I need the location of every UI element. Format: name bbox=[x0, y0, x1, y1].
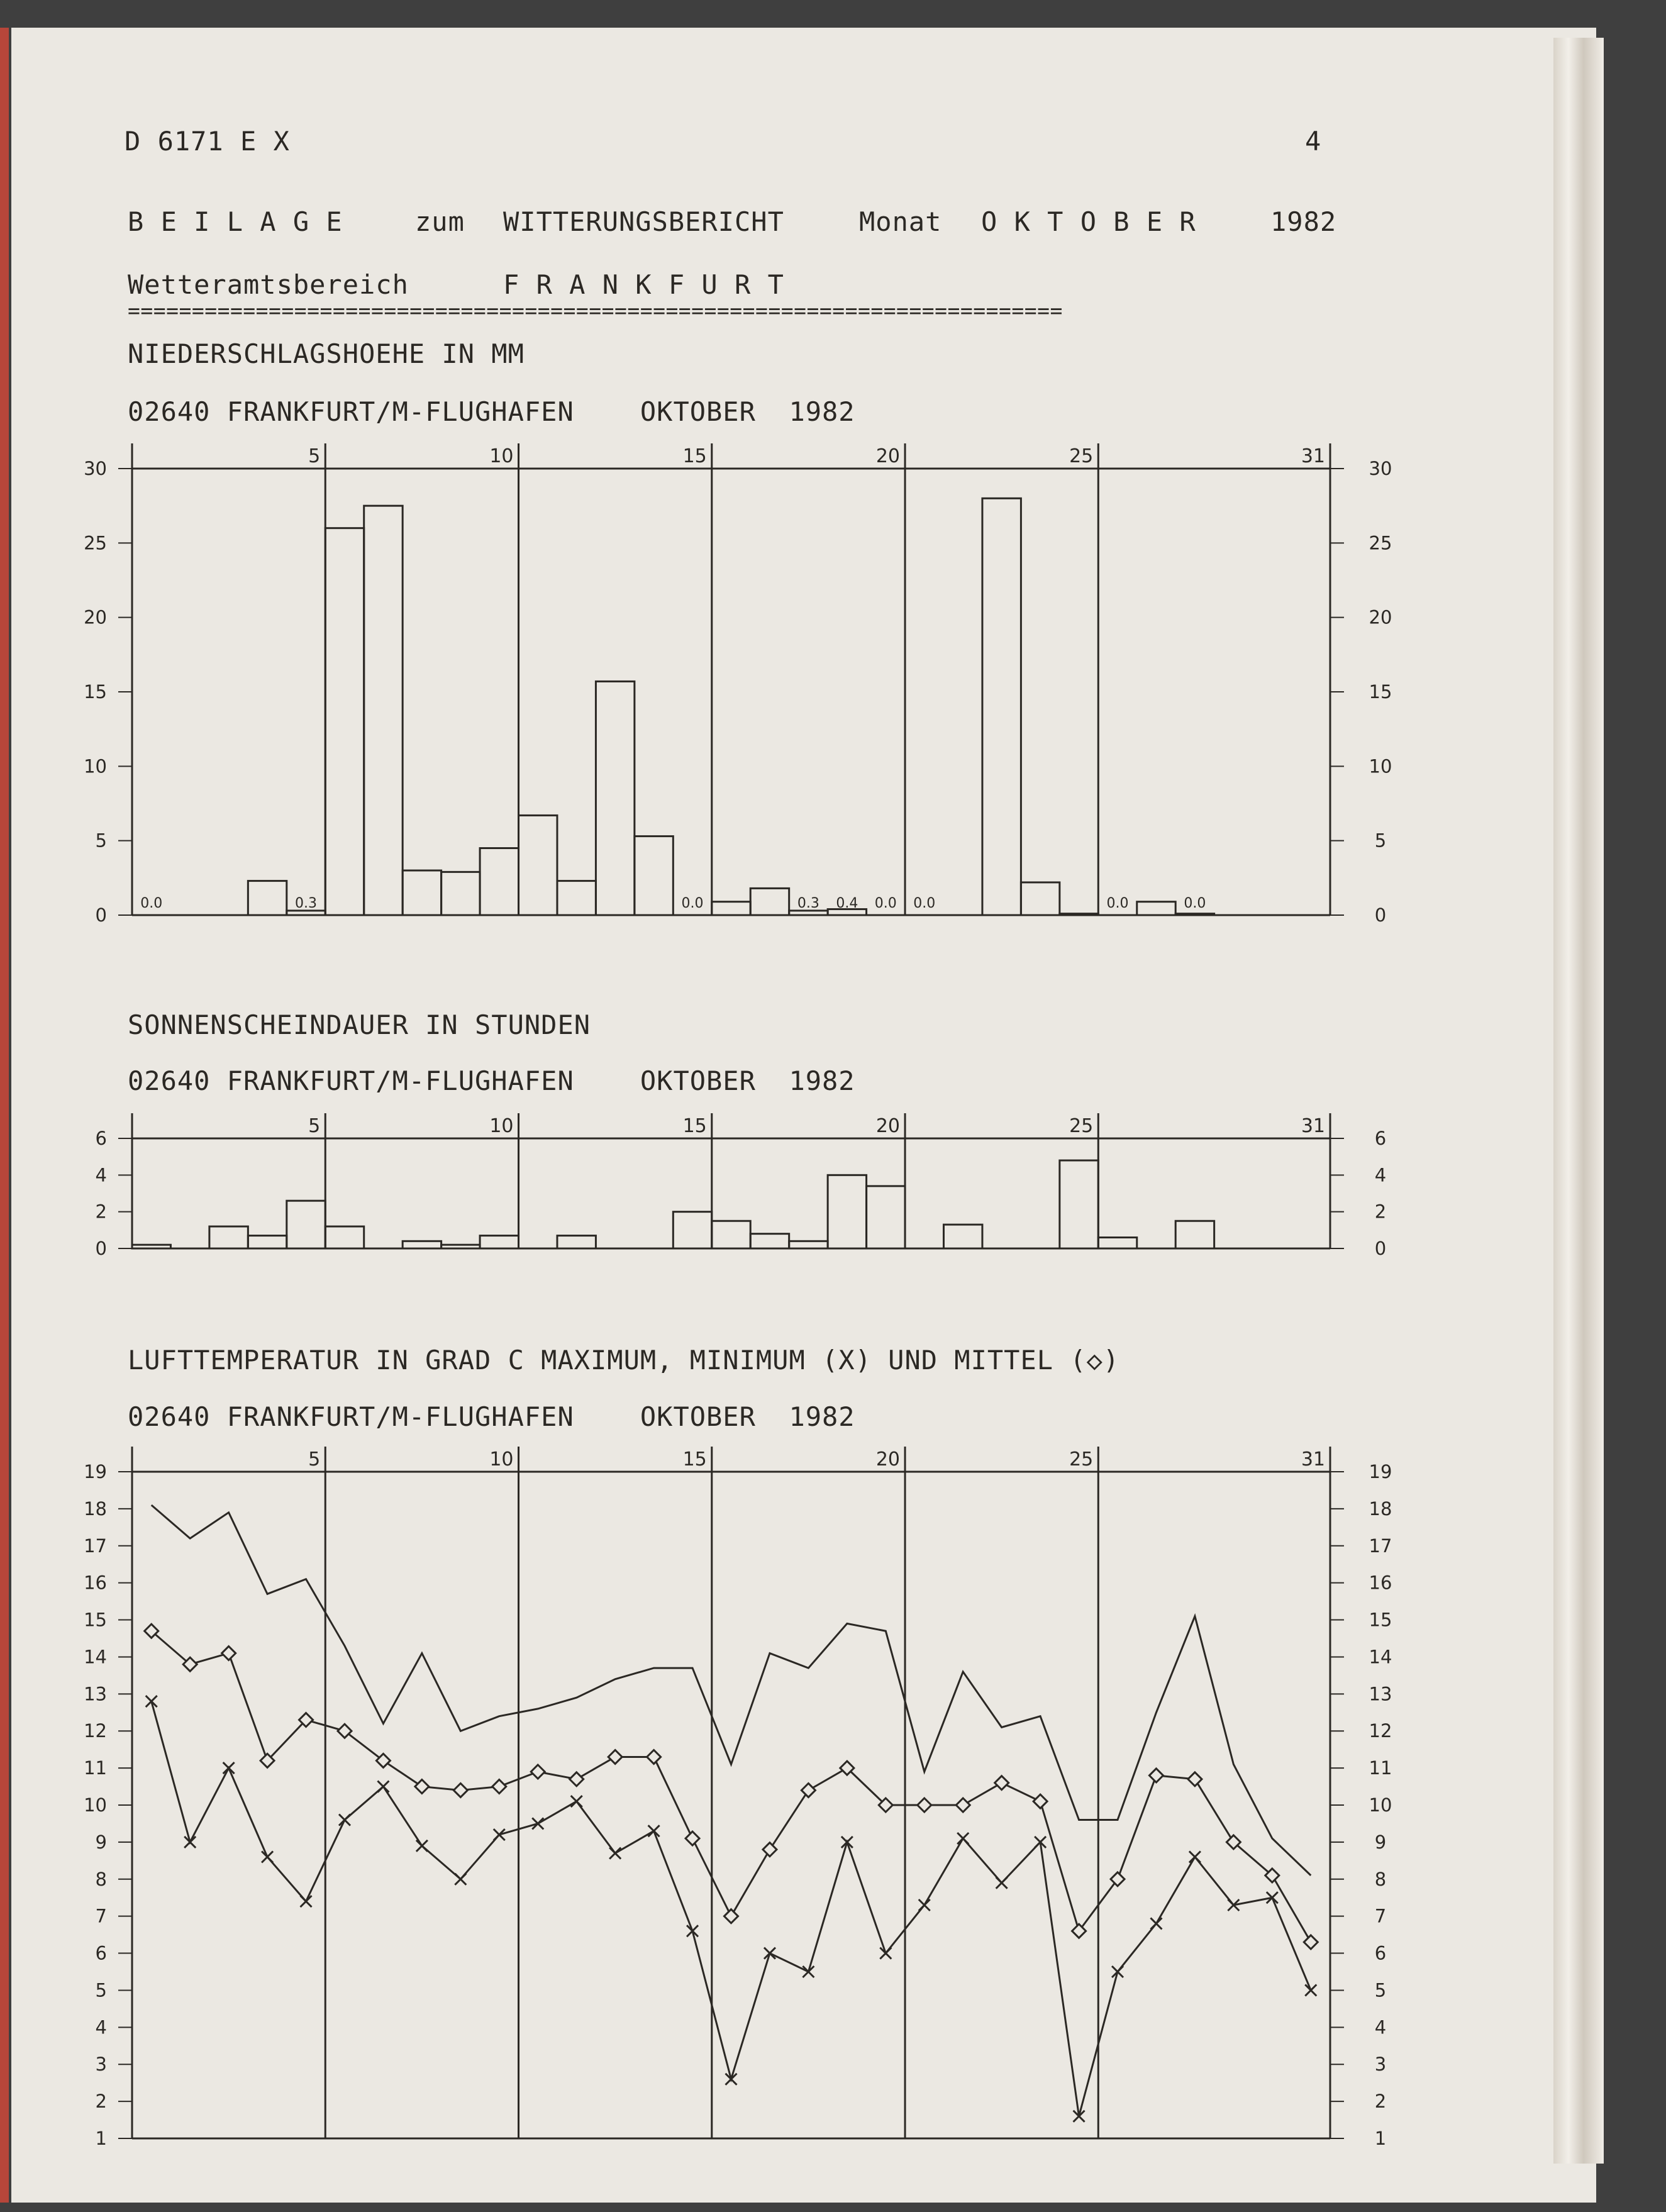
temp-mittel-diamond-marker bbox=[763, 1843, 777, 1857]
temp-minimum-x-marker bbox=[494, 1829, 505, 1840]
month-name: O K T O B E R bbox=[981, 206, 1196, 237]
temp-day-label: 5 bbox=[308, 1448, 321, 1470]
temp-minimum-x-marker bbox=[841, 1837, 853, 1848]
precip-bar bbox=[750, 888, 789, 915]
temp-ytick-left: 3 bbox=[95, 2054, 107, 2076]
temp-ytick-right: 12 bbox=[1369, 1720, 1392, 1742]
temp-mittel-diamond-marker bbox=[492, 1780, 506, 1794]
temp-minimum-x-marker bbox=[532, 1818, 543, 1829]
precip-ytick-right: 10 bbox=[1369, 755, 1392, 777]
temp-ytick-right: 8 bbox=[1374, 1868, 1387, 1890]
precip-bar bbox=[403, 870, 441, 915]
month-label: Monat bbox=[859, 206, 942, 237]
precip-bar bbox=[325, 528, 364, 915]
sun-bar bbox=[403, 1241, 441, 1248]
sun-bar bbox=[132, 1245, 170, 1248]
temp-ytick-right: 6 bbox=[1374, 1942, 1387, 1964]
temp-ytick-right: 18 bbox=[1369, 1498, 1392, 1520]
temp-ytick-right: 17 bbox=[1369, 1535, 1392, 1557]
temp-mittel-diamond-marker bbox=[1111, 1872, 1125, 1886]
sun-day-label: 5 bbox=[308, 1115, 321, 1137]
sun-bar bbox=[1060, 1160, 1098, 1248]
temp-ytick-right: 15 bbox=[1369, 1609, 1392, 1631]
temp-minimum-x-marker bbox=[919, 1899, 930, 1911]
beilage-label: B E I L A G E bbox=[128, 206, 343, 237]
temp-ytick-right: 16 bbox=[1369, 1572, 1392, 1594]
sun-ytick-right: 6 bbox=[1374, 1128, 1387, 1149]
temp-ytick-left: 14 bbox=[84, 1646, 107, 1668]
temp-minimum-x-marker bbox=[301, 1896, 312, 1907]
precip-ytick-left: 15 bbox=[84, 681, 107, 703]
zum-label: zum bbox=[415, 206, 465, 237]
precip-bar bbox=[712, 902, 750, 915]
precip-ytick-right: 15 bbox=[1369, 681, 1392, 703]
precip-bar bbox=[635, 836, 673, 915]
temp-minimum-x-marker bbox=[1189, 1851, 1201, 1862]
document-code: D 6171 E X bbox=[125, 126, 290, 157]
precip-bar bbox=[519, 815, 557, 915]
sun-bar bbox=[325, 1226, 364, 1248]
temp-ytick-right: 13 bbox=[1369, 1683, 1392, 1705]
precip-bar bbox=[1060, 914, 1098, 915]
precip-bar bbox=[982, 498, 1021, 915]
temp-ytick-right: 2 bbox=[1374, 2091, 1387, 2113]
region-name: F R A N K F U R T bbox=[503, 269, 784, 300]
sun-ytick-left: 6 bbox=[95, 1128, 107, 1149]
year: 1982 bbox=[1270, 206, 1337, 237]
sun-bar bbox=[750, 1234, 789, 1248]
temp-minimum-x-marker bbox=[339, 1815, 350, 1826]
region-label: Wetteramtsbereich bbox=[128, 269, 409, 300]
sun-ytick-right: 4 bbox=[1374, 1164, 1387, 1186]
temp-mittel-diamond-marker bbox=[647, 1750, 661, 1764]
temp-mittel-diamond-marker bbox=[995, 1776, 1009, 1790]
precip-value-label: 0.0 bbox=[681, 896, 704, 911]
precip-bar bbox=[596, 681, 634, 915]
temp-mittel-diamond-marker bbox=[570, 1772, 584, 1786]
sun-bar bbox=[828, 1175, 866, 1248]
temp-ytick-left: 2 bbox=[95, 2091, 107, 2113]
sun-ytick-right: 2 bbox=[1374, 1201, 1387, 1223]
precip-day-label: 5 bbox=[308, 445, 321, 467]
temp-minimum-x-marker bbox=[957, 1833, 969, 1844]
sun-ytick-right: 0 bbox=[1374, 1238, 1387, 1259]
sun-day-label: 15 bbox=[682, 1115, 707, 1137]
precip-title: NIEDERSCHLAGSHOEHE IN MM bbox=[128, 338, 525, 369]
temp-minimum-x-marker bbox=[455, 1874, 466, 1885]
precip-bar bbox=[1021, 882, 1059, 915]
temp-ytick-left: 7 bbox=[95, 1905, 107, 1927]
sun-bar bbox=[673, 1212, 711, 1248]
precip-day-label: 10 bbox=[489, 445, 514, 467]
page-number: 4 bbox=[1305, 126, 1322, 157]
precip-ytick-right: 5 bbox=[1374, 830, 1387, 852]
temp-mittel-diamond-marker bbox=[415, 1780, 429, 1794]
temp-ytick-left: 16 bbox=[84, 1572, 107, 1594]
sun-ytick-left: 4 bbox=[95, 1164, 107, 1186]
separator-rule: ========================================================================= bbox=[128, 298, 1063, 323]
precip-day-label: 15 bbox=[682, 445, 707, 467]
precip-value-label: 0.0 bbox=[874, 896, 897, 911]
temp-ytick-right: 1 bbox=[1374, 2128, 1387, 2149]
temp-mittel-diamond-marker bbox=[1149, 1769, 1163, 1782]
temp-minimum-x-marker bbox=[571, 1796, 582, 1807]
precip-ytick-left: 30 bbox=[84, 458, 107, 479]
temp-ytick-left: 6 bbox=[95, 1942, 107, 1964]
precip-ytick-left: 10 bbox=[84, 755, 107, 777]
sun-bar bbox=[480, 1236, 518, 1248]
precip-value-label: 0.4 bbox=[836, 896, 858, 911]
temp-day-label: 10 bbox=[489, 1448, 514, 1470]
precip-day-label: 31 bbox=[1301, 445, 1325, 467]
temp-ytick-right: 10 bbox=[1369, 1794, 1392, 1816]
sun-bar bbox=[712, 1221, 750, 1248]
precip-value-label: 0.3 bbox=[295, 896, 318, 911]
temp-minimum-x-marker bbox=[764, 1948, 775, 1959]
temp-minimum-x-marker bbox=[802, 1966, 814, 1977]
temp-minimum-x-marker bbox=[609, 1848, 621, 1859]
temp-day-label: 31 bbox=[1301, 1448, 1325, 1470]
precip-ytick-right: 30 bbox=[1369, 458, 1392, 479]
temp-ytick-right: 19 bbox=[1369, 1461, 1392, 1482]
sun-bar bbox=[287, 1201, 325, 1248]
precip-bar bbox=[248, 881, 286, 915]
temp-minimum-x-marker bbox=[184, 1837, 196, 1848]
precip-ytick-left: 5 bbox=[95, 830, 107, 852]
precip-ytick-left: 20 bbox=[84, 606, 107, 628]
sun-ytick-left: 2 bbox=[95, 1201, 107, 1223]
sun-bar bbox=[441, 1245, 480, 1248]
precip-ytick-right: 25 bbox=[1369, 532, 1392, 554]
precip-bar bbox=[1137, 902, 1175, 915]
temp-ytick-right: 7 bbox=[1374, 1905, 1387, 1927]
temp-minimum-x-marker bbox=[416, 1840, 428, 1852]
temp-ytick-left: 17 bbox=[84, 1535, 107, 1557]
temp-mittel-diamond-marker bbox=[956, 1798, 970, 1812]
temp-ytick-left: 13 bbox=[84, 1683, 107, 1705]
precip-ytick-right: 0 bbox=[1374, 904, 1387, 926]
temp-minimum-x-marker bbox=[996, 1877, 1008, 1889]
sun-bar bbox=[789, 1241, 828, 1248]
temp-ytick-left: 12 bbox=[84, 1720, 107, 1742]
temp-mittel-diamond-marker bbox=[918, 1798, 931, 1812]
temp-station: 02640 FRANKFURT/M-FLUGHAFEN OKTOBER 1982 bbox=[128, 1401, 855, 1432]
temp-minimum-x-marker bbox=[648, 1825, 660, 1837]
temp-ytick-left: 19 bbox=[84, 1461, 107, 1482]
sun-day-label: 25 bbox=[1069, 1115, 1094, 1137]
temp-minimum-x-marker bbox=[1112, 1966, 1123, 1977]
temp-mittel-diamond-marker bbox=[531, 1765, 545, 1779]
precip-value-label: 0.3 bbox=[797, 896, 819, 911]
temp-ytick-left: 1 bbox=[95, 2128, 107, 2149]
sun-bar bbox=[943, 1225, 982, 1248]
precip-day-label: 25 bbox=[1069, 445, 1094, 467]
temp-minimum-x-marker bbox=[687, 1925, 698, 1937]
sun-bar bbox=[1098, 1238, 1136, 1249]
temp-mittel-diamond-marker bbox=[686, 1831, 699, 1845]
temp-minimum-x-marker bbox=[146, 1696, 157, 1707]
precip-value-label: 0.0 bbox=[1106, 896, 1129, 911]
sun-bar bbox=[557, 1236, 596, 1248]
temp-mittel-diamond-marker bbox=[1304, 1935, 1318, 1949]
precip-bar bbox=[557, 881, 596, 915]
temp-mittel-diamond-marker bbox=[725, 1909, 738, 1923]
sun-day-label: 31 bbox=[1301, 1115, 1325, 1137]
temp-ytick-left: 8 bbox=[95, 1868, 107, 1890]
sun-bar bbox=[248, 1236, 286, 1248]
sun-day-label: 20 bbox=[875, 1115, 901, 1137]
temp-ytick-left: 15 bbox=[84, 1609, 107, 1631]
precip-value-label: 0.0 bbox=[140, 896, 163, 911]
sun-day-label: 10 bbox=[489, 1115, 514, 1137]
precip-ytick-right: 20 bbox=[1369, 606, 1392, 628]
precip-ytick-left: 25 bbox=[84, 532, 107, 554]
precip-day-label: 20 bbox=[875, 445, 901, 467]
temp-ytick-left: 5 bbox=[95, 1979, 107, 2001]
sun-bar bbox=[867, 1186, 905, 1248]
temp-ytick-right: 11 bbox=[1369, 1757, 1392, 1779]
temp-ytick-right: 9 bbox=[1374, 1831, 1387, 1853]
sun-bar bbox=[1175, 1221, 1214, 1248]
report-name: WITTERUNGSBERICHT bbox=[503, 206, 784, 237]
temp-minimum-x-marker bbox=[262, 1851, 273, 1862]
temp-ytick-left: 4 bbox=[95, 2016, 107, 2038]
temp-mittel-diamond-marker bbox=[1188, 1772, 1202, 1786]
precip-value-label: 0.0 bbox=[1184, 896, 1206, 911]
temp-ytick-right: 4 bbox=[1374, 2016, 1387, 2038]
temp-ytick-left: 9 bbox=[95, 1831, 107, 1853]
temp-minimum-x-marker bbox=[1305, 1984, 1316, 1996]
precip-bar bbox=[441, 872, 480, 915]
temp-ytick-right: 3 bbox=[1374, 2054, 1387, 2076]
sun-bar bbox=[209, 1226, 248, 1248]
sun-title: SONNENSCHEINDAUER IN STUNDEN bbox=[128, 1009, 591, 1040]
temp-ytick-right: 5 bbox=[1374, 1979, 1387, 2001]
temp-title: LUFTTEMPERATUR IN GRAD C MAXIMUM, MINIMUM (X) UND MITTEL (◇) bbox=[128, 1345, 1120, 1376]
precip-ytick-left: 0 bbox=[95, 904, 107, 926]
temp-mittel-diamond-marker bbox=[1033, 1794, 1047, 1808]
sun-station: 02640 FRANKFURT/M-FLUGHAFEN OKTOBER 1982 bbox=[128, 1065, 855, 1096]
temp-day-label: 25 bbox=[1069, 1448, 1094, 1470]
precip-value-label: 0.0 bbox=[913, 896, 936, 911]
sun-ytick-left: 0 bbox=[95, 1238, 107, 1259]
temp-minimum-x-marker bbox=[726, 2074, 737, 2085]
temp-minimum-x-marker bbox=[377, 1781, 389, 1792]
temp-ytick-right: 14 bbox=[1369, 1646, 1392, 1668]
precip-station: 02640 FRANKFURT/M-FLUGHAFEN OKTOBER 1982 bbox=[128, 396, 855, 427]
precip-bar bbox=[364, 506, 403, 915]
temp-minimum-x-marker bbox=[880, 1948, 891, 1959]
temp-mittel-diamond-marker bbox=[1072, 1924, 1086, 1938]
temp-mittel-diamond-marker bbox=[222, 1647, 236, 1660]
temp-minimum-x-marker bbox=[1150, 1918, 1162, 1929]
temp-minimum-x-marker bbox=[223, 1762, 235, 1774]
temp-mittel-diamond-marker bbox=[453, 1783, 467, 1797]
temp-day-label: 20 bbox=[875, 1448, 901, 1470]
temp-mittel-diamond-marker bbox=[801, 1783, 815, 1797]
temp-mittel-diamond-marker bbox=[608, 1750, 622, 1764]
temp-ytick-left: 11 bbox=[84, 1757, 107, 1779]
precip-bar bbox=[1175, 914, 1214, 915]
temp-day-label: 15 bbox=[682, 1448, 707, 1470]
temp-ytick-left: 18 bbox=[84, 1498, 107, 1520]
temp-ytick-left: 10 bbox=[84, 1794, 107, 1816]
precip-bar bbox=[480, 848, 518, 916]
